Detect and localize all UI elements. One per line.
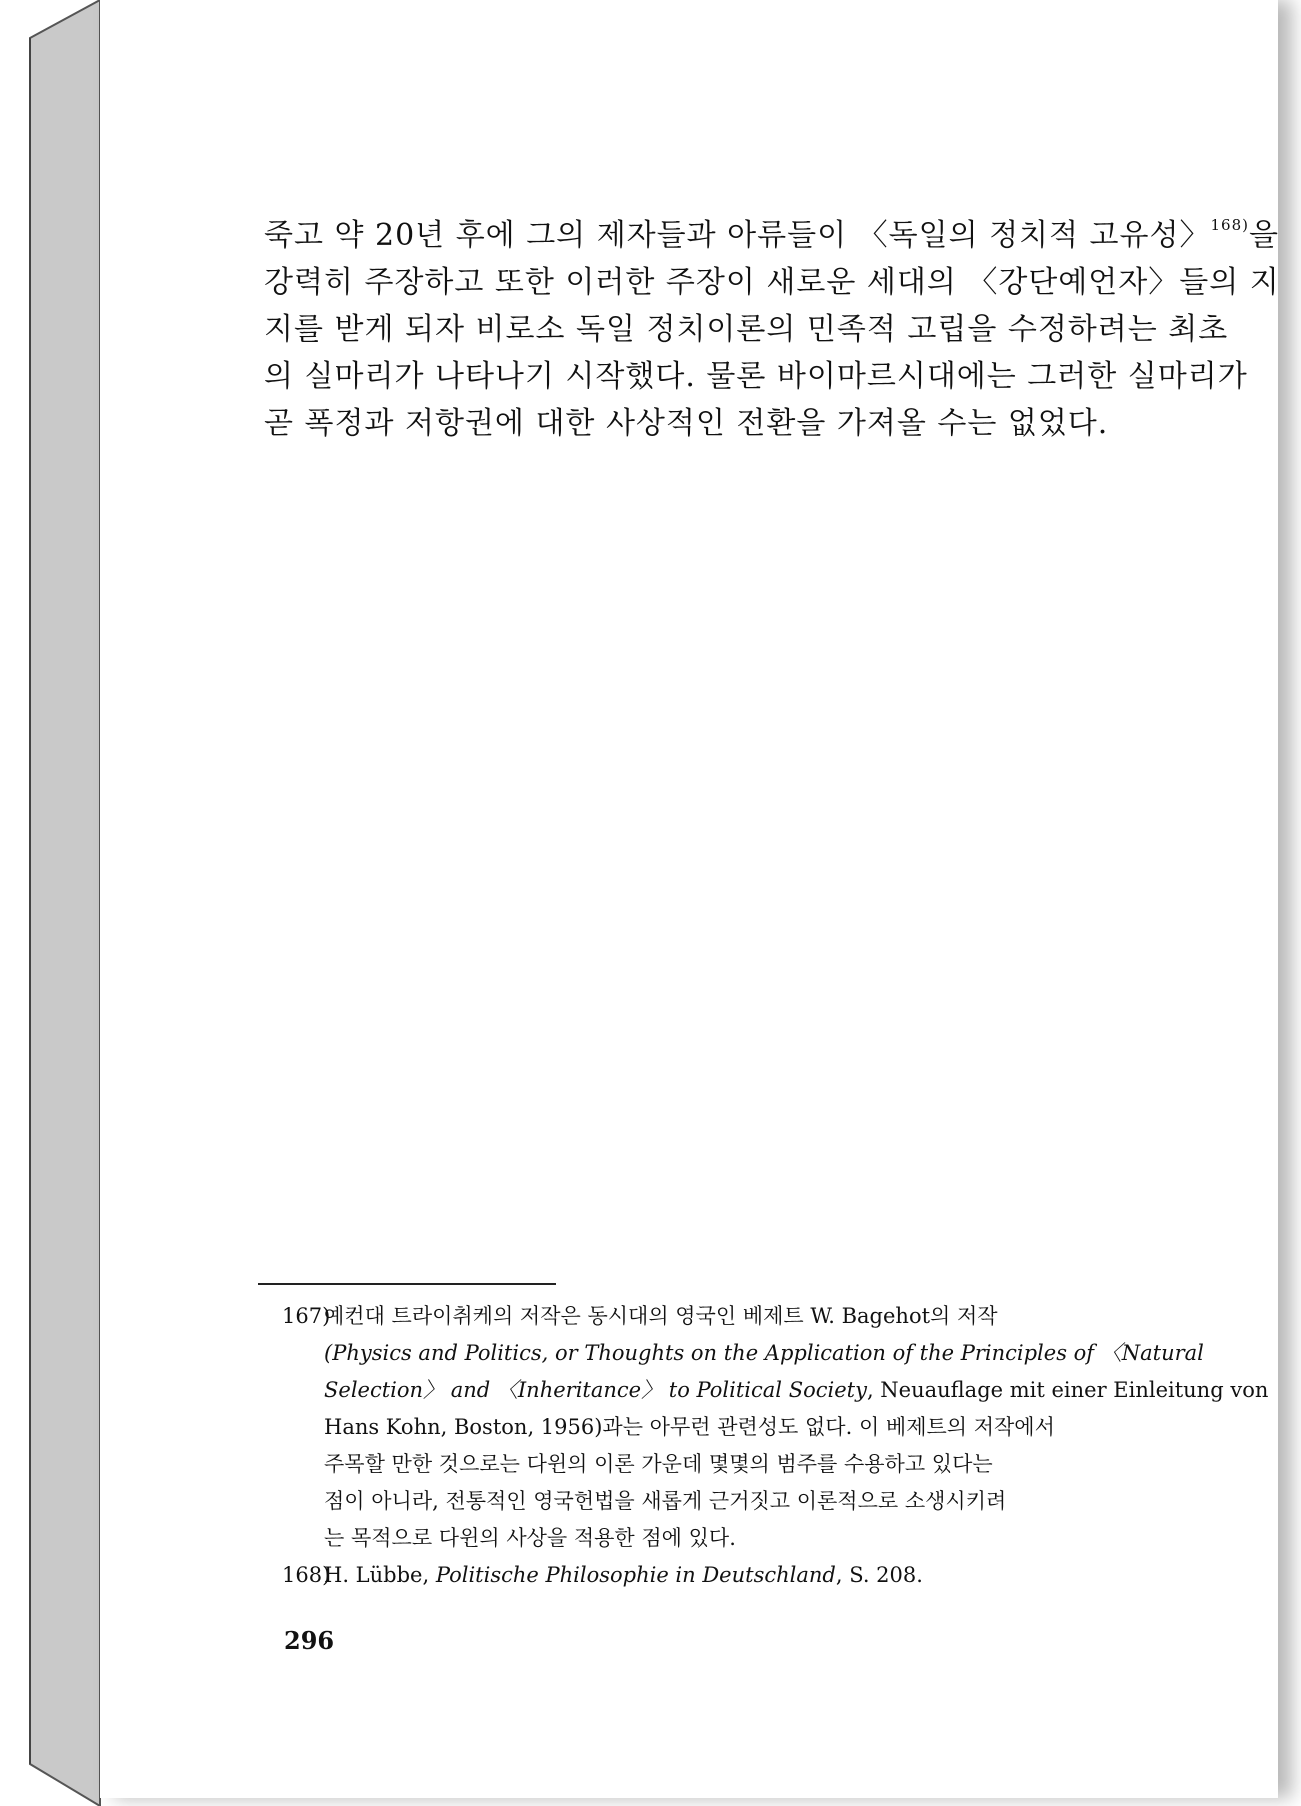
main-paragraph	[264, 212, 1280, 447]
footnote-line: 는 목적으로 다윈의 사상을 적용한 점에 있다.	[324, 1526, 736, 1550]
footnote-number: 168)	[282, 1563, 331, 1587]
footnotes	[282, 1298, 1269, 1594]
body-line: 지를 받게 되자 비로소 독일 정치이론의 민족적 고립을 수정하려는 최초	[264, 312, 1229, 347]
footnote-168	[282, 1557, 1162, 1594]
footnote-separator	[258, 1283, 556, 1285]
footnote-number: 167)	[282, 1304, 331, 1328]
page-number: 296	[284, 1626, 335, 1655]
footnote-line: Hans Kohn, Boston, 1956)과는 아무런 관련성도 없다. 이 베제트의 저작에서	[324, 1415, 1055, 1439]
body-line: 죽고 약 20년 후에 그의 제자들과 아류들이 〈독일의 정치적 고유성〉$^{168)}$을	[264, 216, 1279, 253]
footnote-line: H. Lübbe, Politische Philosophie in Deutschland, S. 208.	[324, 1563, 923, 1587]
footnote-line: 주목할 만한 것으로는 다윈의 이론 가운데 몇몇의 범주를 수용하고 있다는	[324, 1452, 993, 1476]
footnote-167	[282, 1298, 1269, 1557]
body-line: 의 실마리가 나타나기 시작했다. 물론 바이마르시대에는 그러한 실마리가	[264, 359, 1248, 394]
body-line: 곧 폭정과 저항권에 대한 사상적인 전환을 가져올 수는 없었다.	[264, 406, 1109, 441]
body-line: 강력히 주장하고 또한 이러한 주장이 새로운 세대의 〈강단예언자〉들의 지	[264, 265, 1280, 300]
footnote-line: 점이 아니라, 전통적인 영국헌법을 새롭게 근거짓고 이론적으로 소생시키려	[324, 1489, 1007, 1513]
footnote-line: (Physics and Politics, or Thoughts on the Application of the Principles of 〈Natural	[324, 1341, 1204, 1365]
footnote-line: 예컨대 트라이취케의 저작은 동시대의 영국인 베제트 W. Bagehot의 저작	[324, 1304, 998, 1328]
footnote-ref-168[interactable]: 168)	[1210, 216, 1249, 234]
footnote-line: Selection〉 and 〈Inheritance〉 to Political Society, Neuauflage mit einer Einleitung von	[324, 1378, 1269, 1402]
